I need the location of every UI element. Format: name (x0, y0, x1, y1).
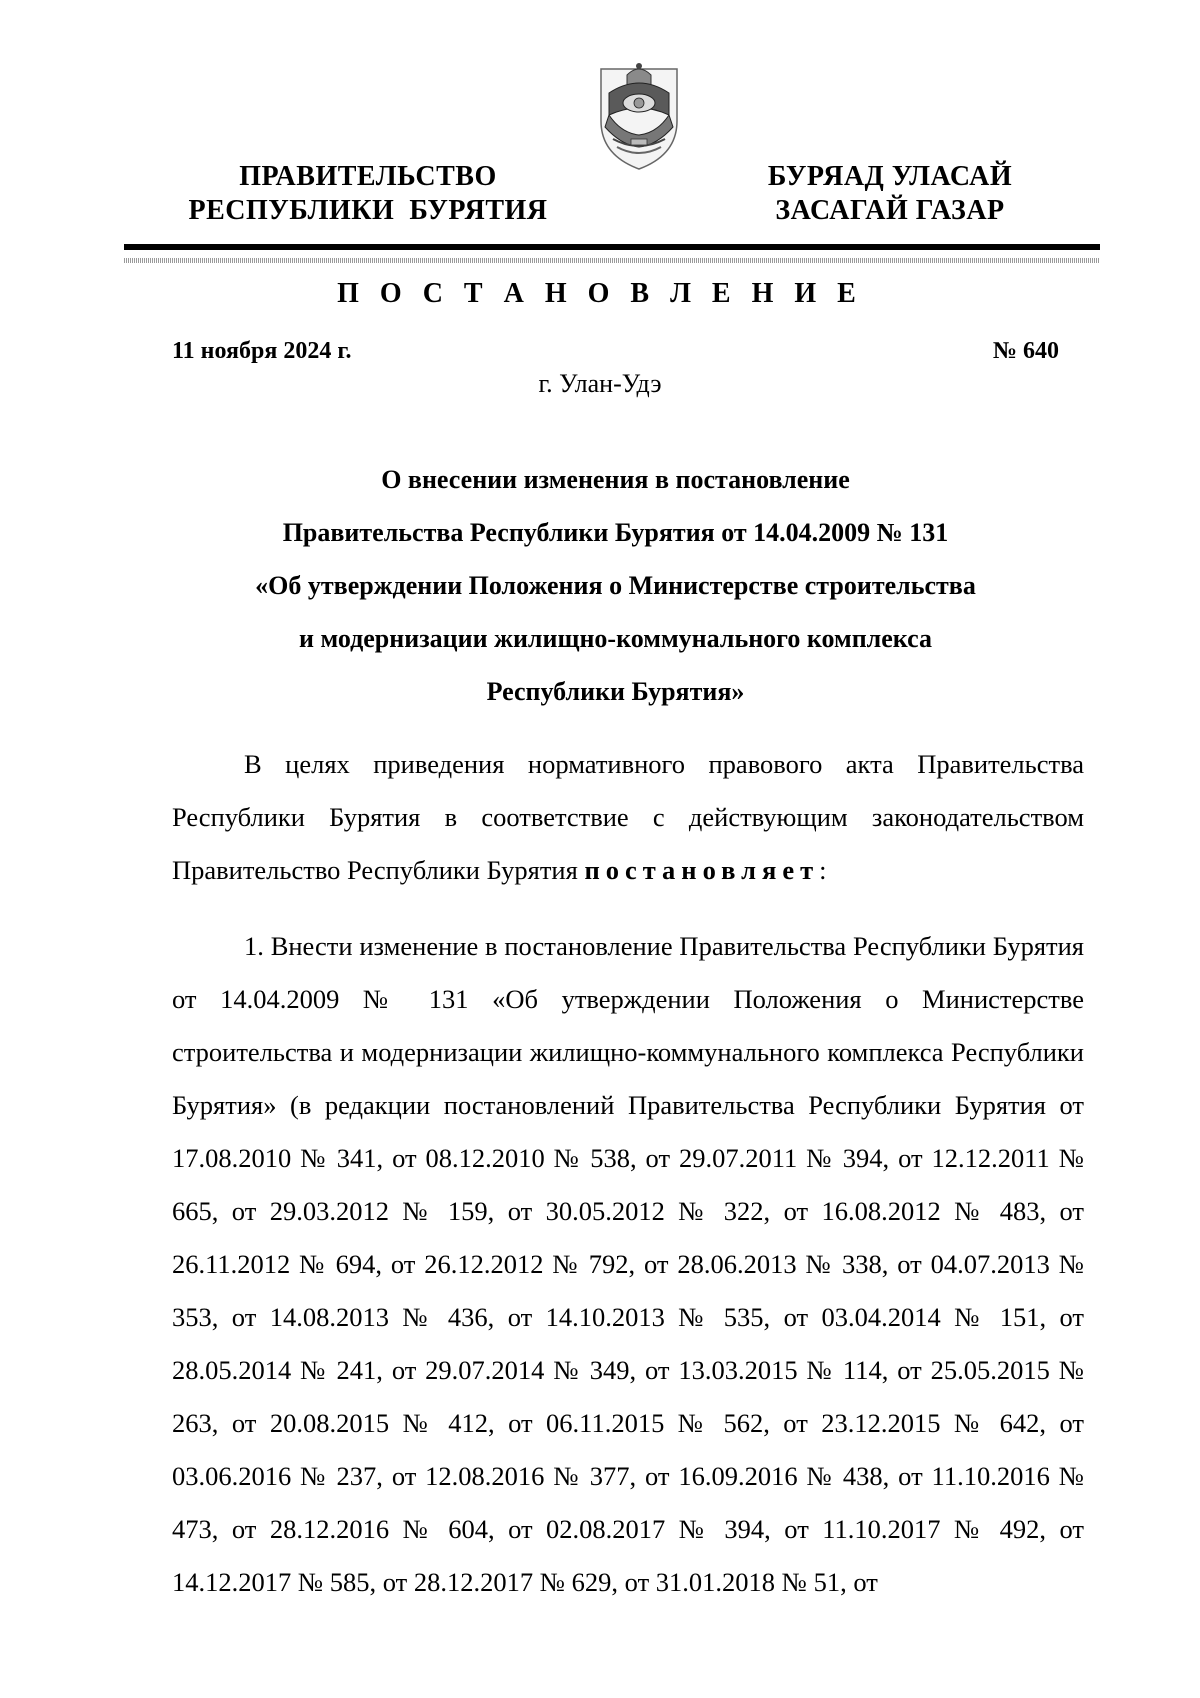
document-title-line: «Об утверждении Положения о Министерстве строительства (255, 571, 976, 600)
government-name-line-2: РЕСПУБЛИКИ БУРЯТИЯ (188, 195, 548, 226)
document-title-line: О внесении изменения в постановление (381, 465, 850, 494)
document-title-line: Республики Бурятия» (486, 677, 745, 706)
government-name-buryat (745, 160, 1035, 228)
item-1-paragraph: 1. Внести изменение в постановление Правительства Республики Бурятия от 14.04.2009 № 131 «Об утверждении Положения о Министерстве строительства и модернизации жилищно-коммунального комплекса Республики Бурятия» (в редакции постановлений Правительства Республики Бурятия от 17.08.2010 № 341, от 08.12.2010 № 538, от 29.07.2011 № 394, от 12.12.2011 № 665, от 29.03.2012 № 159, от 30.05.2012 № 322, от 16.08.2012 № 483, от 26.11.2012 № 694, от 26.12.2012 № 792, от 28.06.2013 № 338, от 04.07.2013 № 353, от 14.08.2013 № 436, от 14.10.2013 № 535, от 03.04.2014 № 151, от 28.05.2014 № 241, от 29.07.2014 № 349, от 13.03.2015 № 114, от 25.05.2015 № 263, от 20.08.2015 № 412, от 06.11.2015 № 562, от 23.12.2015 № 642, от 03.06.2016 № 237, от 12.08.2016 № 377, от 16.09.2016 № 438, от 11.10.2016 № 473, от 28.12.2016 № 604, от 02.08.2017 № 394, от 11.10.2017 № 492, от 14.12.2017 № 585, от 28.12.2017 № 629, от 31.01.2018 № 51, от (172, 931, 1084, 1597)
preamble-text: В целях приведения нормативного правового акта Правительства Республики Бурятия в соответствие с действующим законодательством Правительство Республики Бурятия (172, 749, 1084, 885)
government-name-buryat-line-2: ЗАСАГАЙ ГАЗАР (775, 195, 1005, 226)
government-name-line-1: ПРАВИТЕЛЬСТВО (239, 161, 497, 192)
document-title-line: и модернизации жилищно-коммунального комплекса (299, 624, 932, 653)
preamble-paragraph (172, 738, 1084, 897)
document-title-line: Правительства Республики Бурятия от 14.04.2009 № 131 (282, 518, 949, 547)
header-divider-thin (124, 258, 1100, 263)
document-number: № 640 (992, 338, 1059, 364)
government-name-buryat-line-1: БУРЯАД УЛАСАЙ (767, 161, 1013, 192)
document-date: 11 ноября 2024 г. (172, 338, 352, 364)
decree-word: постановляет (584, 855, 820, 885)
coat-of-arms-emblem (591, 55, 687, 175)
document-place: г. Улан-Удэ (538, 369, 662, 398)
preamble-end: : (819, 855, 827, 885)
document-type: П О С Т А Н О В Л Е Н И Е (337, 278, 863, 309)
government-name-russian (178, 160, 558, 228)
header-divider-thick (124, 244, 1100, 250)
document-title (172, 453, 1059, 718)
